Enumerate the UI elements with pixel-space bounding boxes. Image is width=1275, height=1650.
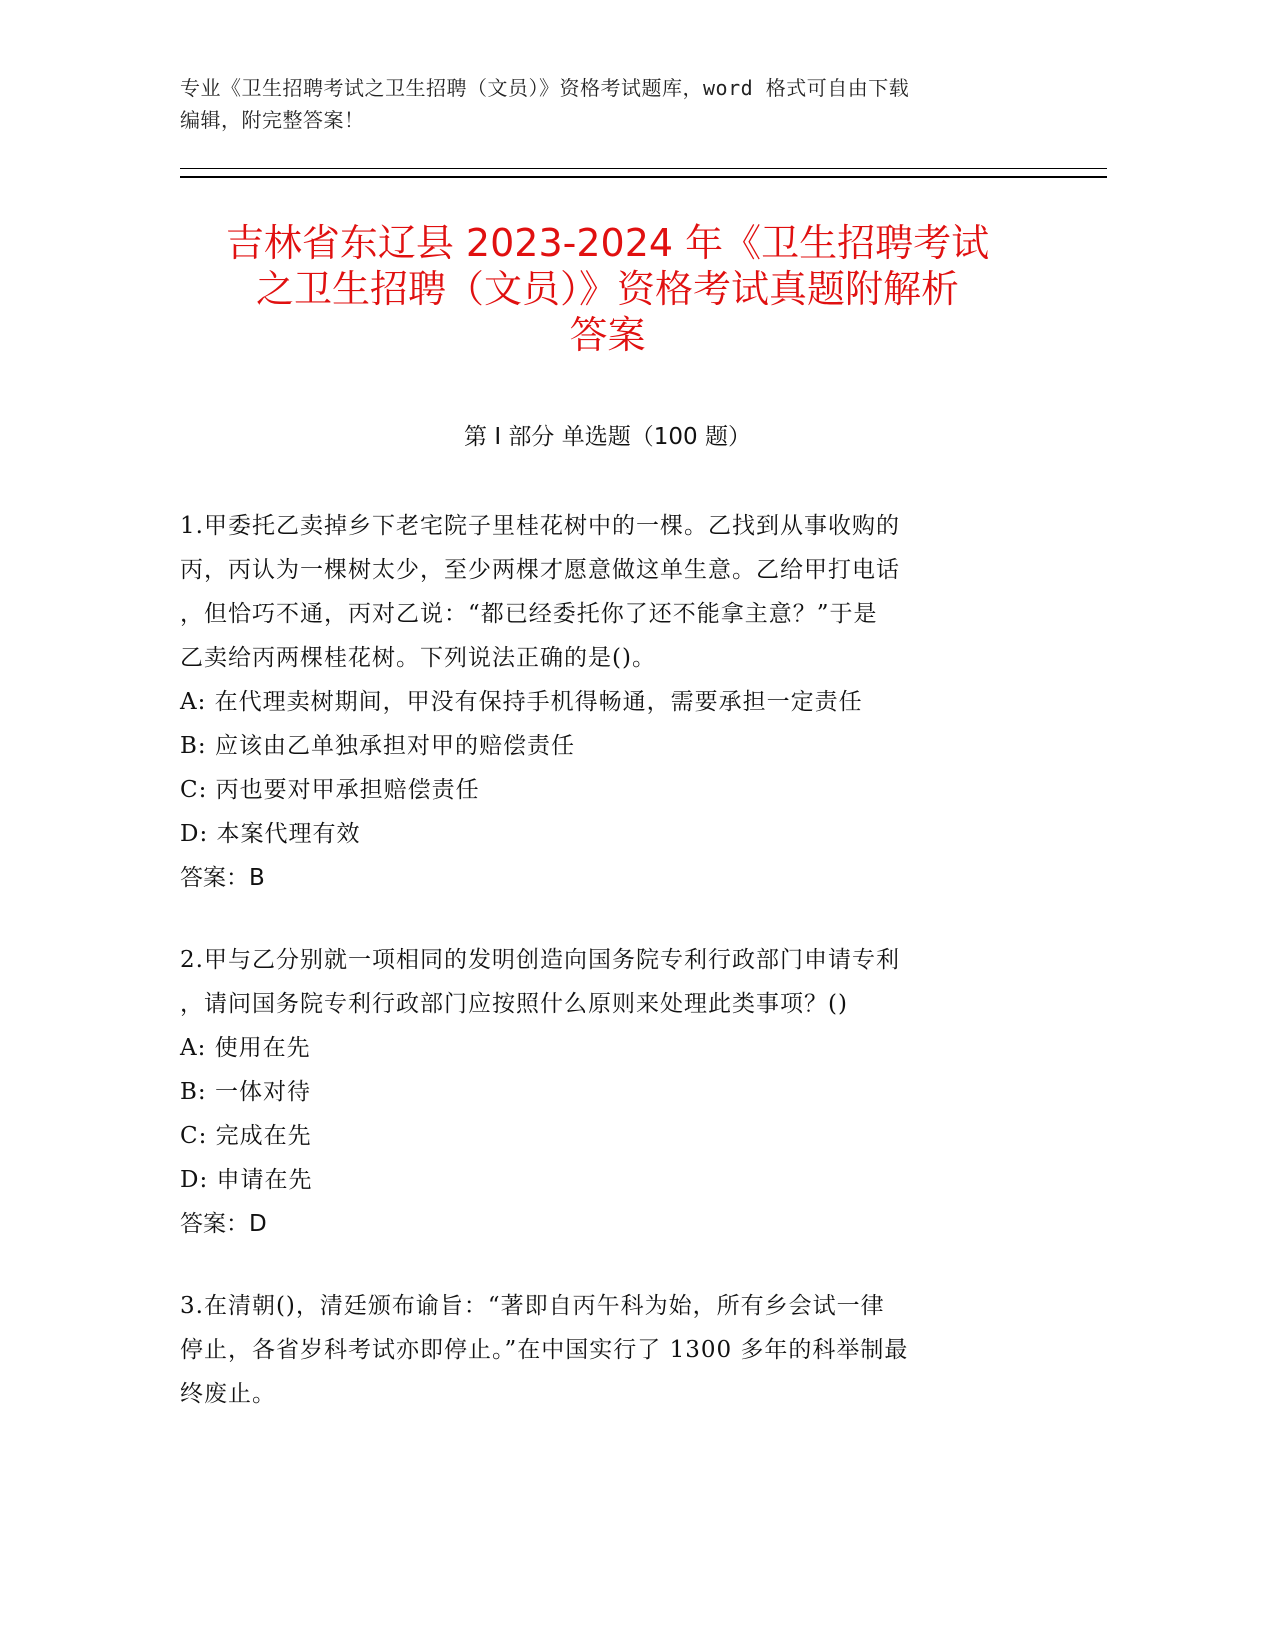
option-d: D: 申请在先	[180, 1167, 313, 1193]
question-stem-line: ，但恰巧不通，丙对乙说：“都已经委托你了还不能拿主意？”于是	[180, 601, 878, 627]
question-1	[180, 504, 1040, 900]
option-a: A: 在代理卖树期间，甲没有保持手机得畅通，需要承担一定责任	[180, 689, 863, 715]
header-divider-thin	[180, 168, 1107, 169]
option-c: C: 完成在先	[180, 1123, 312, 1149]
title-line-1: 吉林省东辽县 2023-2024 年《卫生招聘考试	[225, 221, 990, 265]
question-3	[180, 1284, 1040, 1416]
header-note-line-1: 专业《卫生招聘考试之卫生招聘（文员）》资格考试题库，word 格式可自由下载	[180, 76, 910, 100]
option-a: A: 使用在先	[180, 1035, 311, 1061]
header-note-line-2: 编辑，附完整答案！	[180, 108, 365, 132]
question-stem-line: 停止，各省岁科考试亦即停止。”在中国实行了 1300 多年的科举制最	[180, 1337, 909, 1363]
question-stem-line: 1.甲委托乙卖掉乡下老宅院子里桂花树中的一棵。乙找到从事收购的	[180, 513, 900, 539]
title-line-3: 答案	[569, 313, 646, 357]
question-stem-line: ，请问国务院专利行政部门应按照什么原则来处理此类事项？()	[180, 991, 848, 1017]
document-title	[150, 220, 1065, 358]
header-divider-thick	[180, 176, 1107, 178]
question-2	[180, 938, 1040, 1246]
question-stem-line: 丙，丙认为一棵树太少，至少两棵才愿意做这单生意。乙给甲打电话	[180, 557, 900, 583]
option-d: D: 本案代理有效	[180, 821, 361, 847]
question-stem-line: 终废止。	[180, 1381, 276, 1407]
section-heading: 第 I 部分 单选题（100 题）	[464, 424, 751, 450]
option-b: B: 一体对待	[180, 1079, 311, 1105]
question-stem-line: 2.甲与乙分别就一项相同的发明创造向国务院专利行政部门申请专利	[180, 947, 900, 973]
question-stem-line: 3.在清朝()，清廷颁布谕旨：“著即自丙午科为始，所有乡会试一律	[180, 1293, 885, 1319]
header-note	[180, 72, 1040, 136]
answer-line: 答案：B	[180, 865, 265, 891]
title-line-2: 之卫生招聘（文员）》资格考试真题附解析	[255, 267, 959, 311]
option-c: C: 丙也要对甲承担赔偿责任	[180, 777, 480, 803]
question-stem-line: 乙卖给丙两棵桂花树。下列说法正确的是()。	[180, 645, 656, 671]
option-b: B: 应该由乙单独承担对甲的赔偿责任	[180, 733, 575, 759]
question-list	[180, 504, 1040, 1454]
answer-line: 答案：D	[180, 1211, 267, 1237]
